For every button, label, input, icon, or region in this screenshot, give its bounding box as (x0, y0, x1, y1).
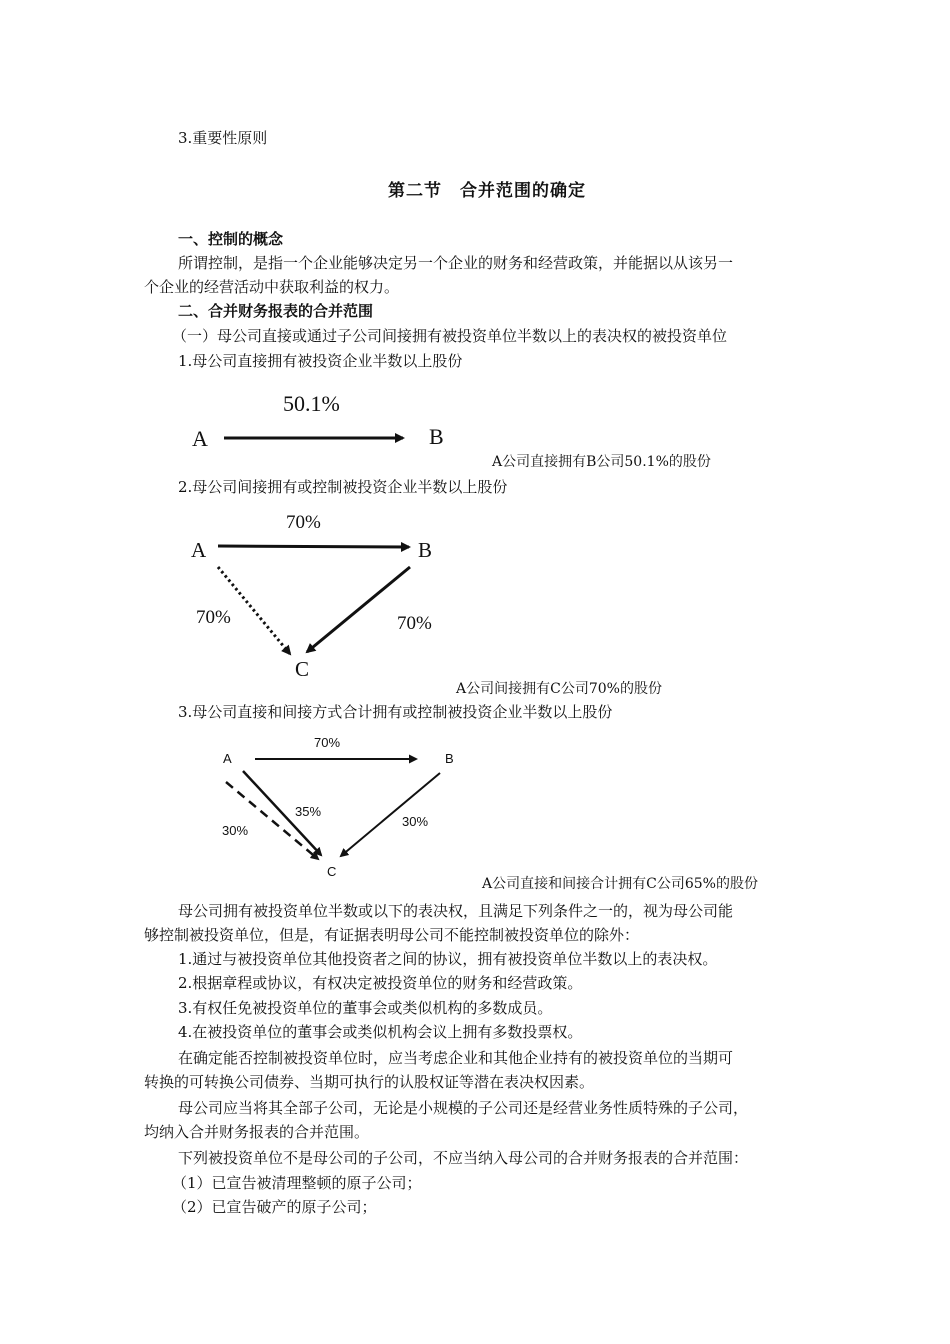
condition-item: 4.在被投资单位的董事会或类似机构会议上拥有多数投票权。 (178, 1023, 583, 1041)
paragraph-exclusions: 下列被投资单位不是母公司的子公司，不应当纳入母公司的合并财务报表的合并范围： (178, 1149, 749, 1167)
fig3-node-b: B (445, 751, 454, 766)
fig2-edge-ac-label: 70% (196, 607, 231, 628)
fig3-caption: A公司直接和间接合计拥有C公司65%的股份 (482, 876, 758, 892)
paragraph-potential-line2: 转换的可转换公司债券、当期可执行的认股权证等潜在表决权因素。 (144, 1073, 595, 1091)
paragraph-control-line1: 所谓控制，是指一个企业能够决定另一个企业的财务和经营政策，并能据以从该另一 (178, 254, 734, 272)
fig3-edge-ac-solid-label: 35% (295, 804, 322, 819)
fig2-node-a: A (191, 538, 207, 562)
condition-item: 2.根据章程或协议，有权决定被投资单位的财务和经营政策。 (178, 974, 583, 992)
paragraph-potential-line1: 在确定能否控制被投资单位时，应当考虑企业和其他企业持有的被投资单位的当期可 (178, 1049, 734, 1067)
item-2: 2.母公司间接拥有或控制被投资企业半数以上股份 (178, 478, 508, 496)
exclusion-item: （2）已宣告破产的原子公司； (172, 1198, 377, 1216)
paragraph-control-line2: 个企业的经营活动中获取利益的权力。 (144, 278, 400, 296)
fig2-caption: A公司间接拥有C公司70%的股份 (456, 681, 662, 697)
exclusion-item: （1）已宣告被清理整顿的原子公司； (172, 1174, 422, 1192)
condition-item: 1.通过与被投资单位其他投资者之间的协议，拥有被投资单位半数以上的表决权。 (178, 950, 718, 968)
fig3-edge-ab-label: 70% (314, 735, 341, 750)
condition-item: 3.有权任免被投资单位的董事会或类似机构的多数成员。 (178, 999, 553, 1017)
section-intro: 3.重要性原则 (178, 129, 268, 147)
fig2-node-b: B (418, 538, 433, 562)
item-3: 3.母公司直接和间接方式合计拥有或控制被投资企业半数以上股份 (178, 703, 613, 721)
paragraph-all-subsidiaries-line2: 均纳入合并财务报表的合并范围。 (144, 1123, 370, 1141)
fig3-edge-ac-dashed-label: 30% (222, 823, 249, 838)
heading-consolidation-scope: 二、合并财务报表的合并范围 (178, 302, 374, 320)
fig1-caption: A公司直接拥有B公司50.1%的股份 (492, 454, 711, 470)
fig3-node-a: A (223, 751, 232, 766)
paragraph-conditions-line2: 够控制被投资单位，但是，有证据表明母公司不能控制被投资单位的除外： (144, 926, 640, 944)
fig3-arrow-ac-dashed (226, 782, 318, 859)
fig3-edge-bc-label: 30% (402, 814, 429, 829)
paragraph-all-subsidiaries-line1: 母公司应当将其全部子公司，无论是小规模的子公司还是经营业务性质特殊的子公司， (178, 1099, 749, 1117)
item-1: 1.母公司直接拥有被投资企业半数以上股份 (178, 352, 463, 370)
fig1-edge-ab-label: 50.1% (283, 391, 340, 416)
fig3-node-c: C (327, 864, 337, 879)
fig2-edge-bc-label: 70% (397, 613, 432, 634)
heading-control-concept: 一、控制的概念 (178, 230, 284, 248)
fig1-node-b: B (429, 424, 444, 449)
fig1-node-a: A (192, 426, 208, 451)
fig2-node-c: C (295, 657, 310, 681)
subheading-1: （一）母公司直接或通过子公司间接拥有被投资单位半数以上的表决权的被投资单位 (172, 327, 728, 345)
fig2-edge-ab-label: 70% (286, 512, 321, 533)
page-title: 第二节 合并范围的确定 (388, 181, 586, 201)
paragraph-conditions-line1: 母公司拥有被投资单位半数或以下的表决权，且满足下列条件之一的，视为母公司能 (178, 902, 734, 920)
